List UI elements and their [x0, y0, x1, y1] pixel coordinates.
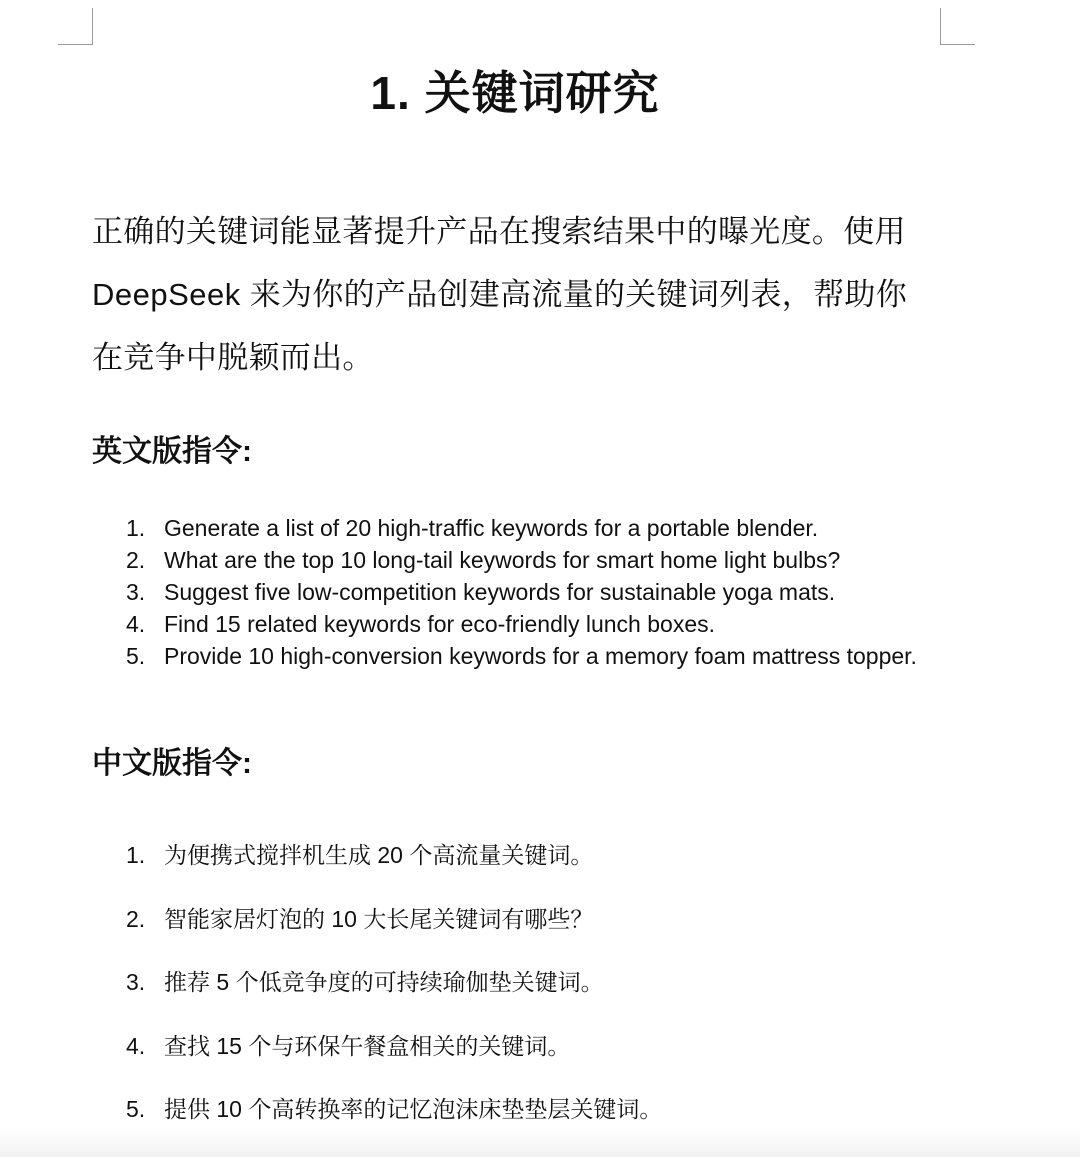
intro-line-1: 正确的关键词能显著提升产品在搜索结果中的曝光度。使用 — [92, 214, 906, 249]
list-item — [0, 512, 940, 544]
list-item-number: 2. — [126, 547, 146, 573]
list-item-number: 2. — [126, 905, 146, 932]
list-item — [0, 576, 940, 608]
chinese-instructions-heading: 中文版指令: — [92, 747, 252, 780]
list-item-number: 4. — [126, 611, 146, 637]
list-item-text: Generate a list of 20 high-traffic keywords for a portable blender. — [164, 515, 819, 541]
list-item — [0, 902, 940, 966]
list-item-text: 推荐 5 个低竞争度的可持续瑜伽垫关键词。 — [164, 969, 604, 995]
list-item-number: 1. — [126, 842, 146, 868]
list-item-text: Find 15 related keywords for eco-friendly lunch boxes. — [164, 611, 716, 637]
list-item-number: 5. — [126, 643, 146, 669]
list-item — [0, 544, 940, 576]
list-item-number: 1. — [126, 515, 146, 541]
chinese-instructions-list — [0, 838, 940, 1156]
intro-line-2-rest: 来为你的产品创建高流量的关键词列表，帮助你 — [240, 277, 907, 312]
list-item-text: What are the top 10 long-tail keywords for smart home light bulbs? — [164, 547, 841, 573]
list-item-number: 5. — [126, 1096, 146, 1122]
intro-line-3: 在竞争中脱颖而出。 — [92, 340, 374, 375]
crop-mark-top-left — [58, 8, 93, 45]
list-item-number: 4. — [126, 1032, 146, 1059]
list-item — [0, 640, 940, 672]
list-item-text: 查找 15 个与环保午餐盒相关的关键词。 — [164, 1032, 571, 1059]
english-instructions-list — [0, 512, 940, 672]
list-item-text: 为便携式搅拌机生成 20 个高流量关键词。 — [164, 842, 594, 868]
page-bottom-shadow — [0, 1129, 1080, 1157]
crop-mark-top-right — [940, 8, 975, 45]
english-instructions-heading: 英文版指令: — [92, 435, 252, 468]
list-item — [0, 965, 940, 1029]
page-title: 1. 关键词研究 — [370, 67, 660, 119]
list-item-number: 3. — [126, 969, 146, 995]
list-item-number: 3. — [126, 579, 146, 605]
list-item — [0, 608, 940, 640]
list-item-text: 提供 10 个高转换率的记忆泡沫床垫垫层关键词。 — [164, 1096, 663, 1122]
intro-brand-name: DeepSeek — [92, 277, 241, 312]
list-item-text: Provide 10 high-conversion keywords for a memory foam mattress topper. — [164, 643, 917, 669]
intro-paragraph — [92, 200, 942, 389]
list-item-text: Suggest five low-competition keywords for sustainable yoga mats. — [164, 579, 836, 605]
intro-line-2 — [92, 263, 942, 326]
list-item — [0, 838, 940, 902]
list-item — [0, 1029, 940, 1093]
list-item-text: 智能家居灯泡的 10 大长尾关键词有哪些？ — [164, 905, 594, 932]
